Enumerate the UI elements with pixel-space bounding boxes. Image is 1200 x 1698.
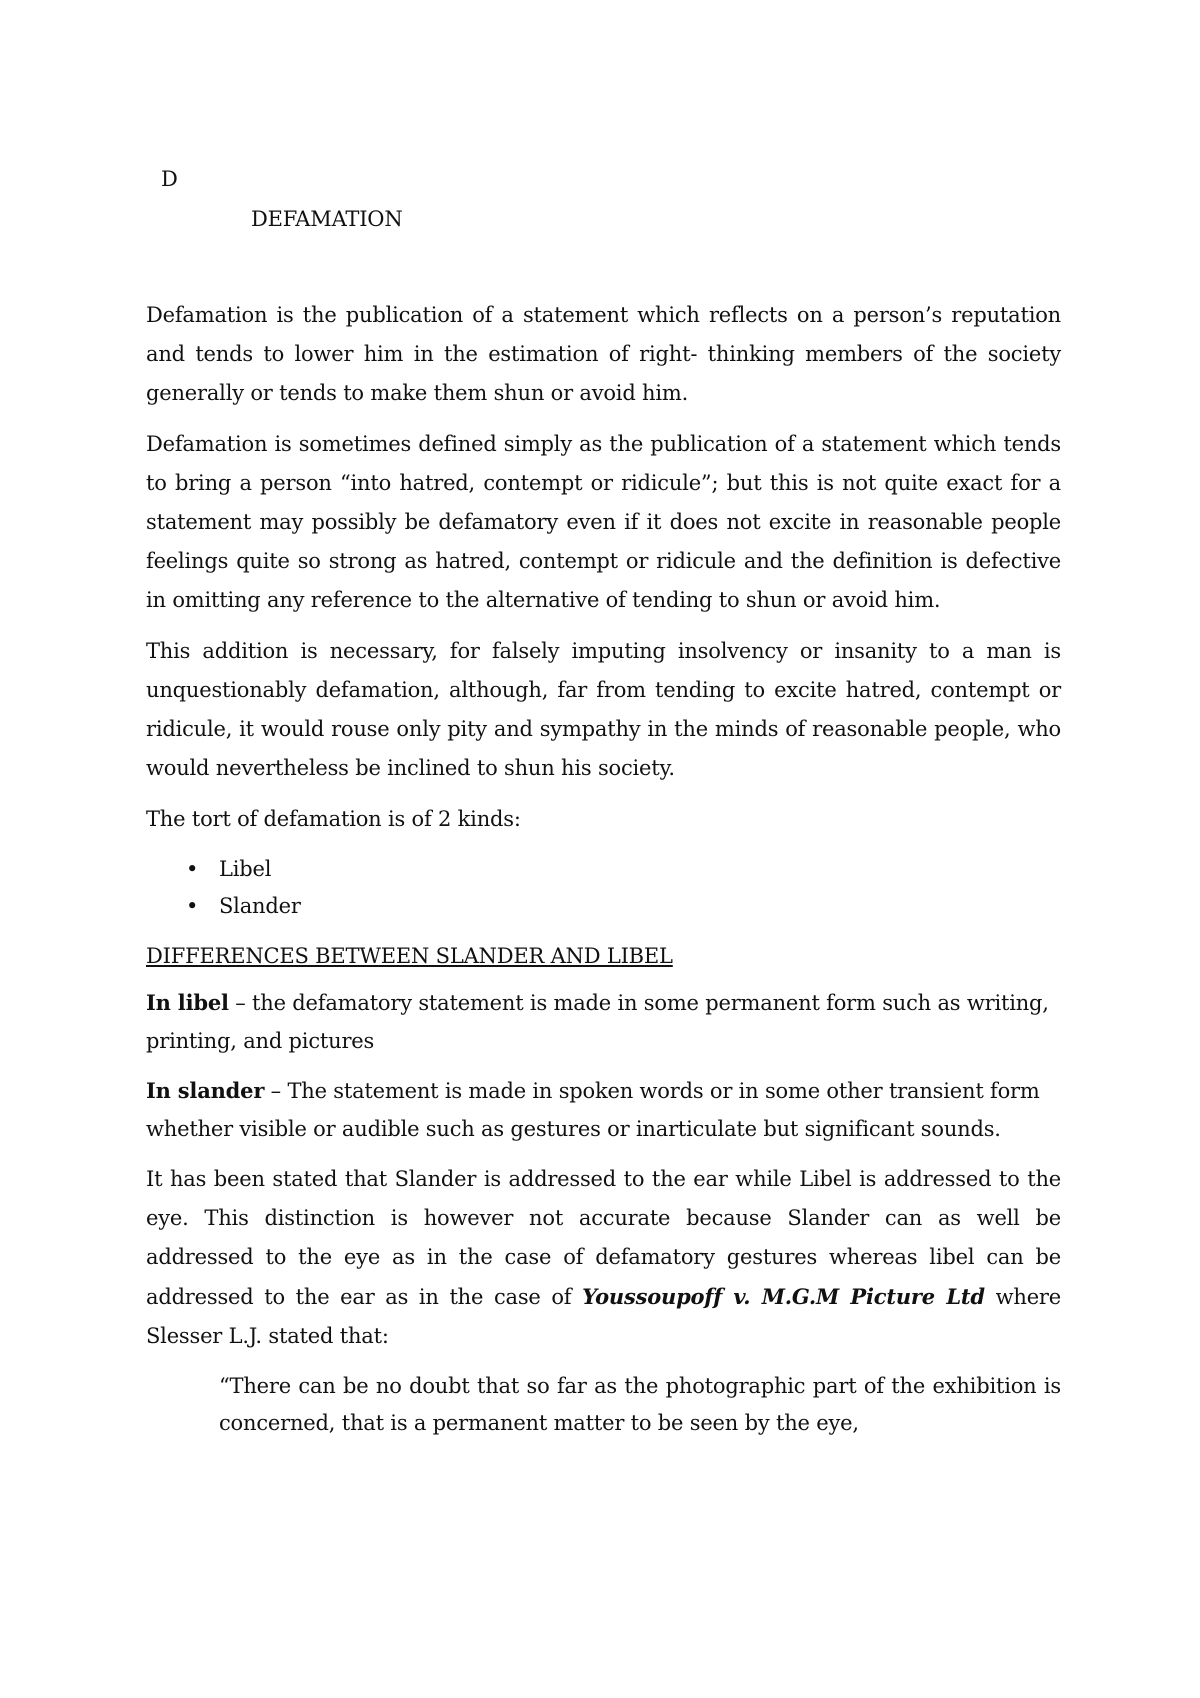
list-item-label: Slander <box>219 894 301 918</box>
bullet-icon: • <box>186 894 199 918</box>
list-item <box>146 851 1061 888</box>
paragraph-libel <box>146 984 1061 1060</box>
list-item-label: Libel <box>219 857 272 881</box>
list-item <box>146 888 1061 925</box>
paragraph-definition: Defamation is the publication of a statement which reflects on a person’s reputation and tends to lower him in the estimation of right- thinking members of the society generally or tends to make them shun or avoid him. <box>146 303 1061 405</box>
paragraph-alternative-definition: Defamation is sometimes defined simply as the publication of a statement which tends to bring a person “into hatred, contempt or ridicule”; but this is not quite exact for a statement may possibly be defamatory even if it does not excite in reasonable people feelings quite so strong as hatred, contempt or ridicule and the definition is defective in omitting any reference to the alternative of tending to shun or avoid him. <box>146 432 1061 612</box>
main-text <box>146 296 1061 1454</box>
case-name: Youssoupoff v. M.G.M Picture Ltd <box>582 1284 985 1309</box>
libel-label: In libel <box>146 990 229 1015</box>
paragraph-addition: This addition is necessary, for falsely imputing insolvency or insanity to a man is unquestionably defamation, although, far from tending to excite hatred, contempt or ridicule, it would rouse only pity and sympathy in the minds of reasonable people, who would nevertheless be inclined to shun his society. <box>146 639 1061 780</box>
block-quote: “There can be no doubt that so far as the photographic part of the exhibition is concerned, that is a permanent matter to be seen by the eye, <box>219 1374 1061 1435</box>
libel-text: – the defamatory statement is made in some permanent form such as writing, printing, and pictures <box>146 991 1049 1053</box>
slander-text: – The statement is made in spoken words or in some other transient form whether visible or audible such as gestures or inarticulate but significant sounds. <box>146 1079 1040 1141</box>
paragraph-distinction <box>146 1160 1061 1356</box>
page-title: DEFAMATION <box>251 207 403 231</box>
slander-label: In slander <box>146 1078 265 1103</box>
distinction-text-after: where Slesser L.J. stated that: <box>146 1285 1061 1348</box>
section-heading: DIFFERENCES BETWEEN SLANDER AND LIBEL <box>146 944 673 968</box>
section-letter: D <box>161 167 178 191</box>
bullet-icon: • <box>186 857 199 881</box>
paragraph-kinds-intro: The tort of defamation is of 2 kinds: <box>146 807 521 831</box>
distinction-text-before: It has been stated that Slander is addressed to the ear while Libel is addressed to the eye. This distinction is however not accurate because Slander can as well be addressed to the eye as in the case of defamatory gestures whereas libel can be addressed to the ear as in the case of <box>146 1167 1061 1309</box>
paragraph-slander <box>146 1072 1061 1148</box>
kinds-list <box>146 851 1061 925</box>
